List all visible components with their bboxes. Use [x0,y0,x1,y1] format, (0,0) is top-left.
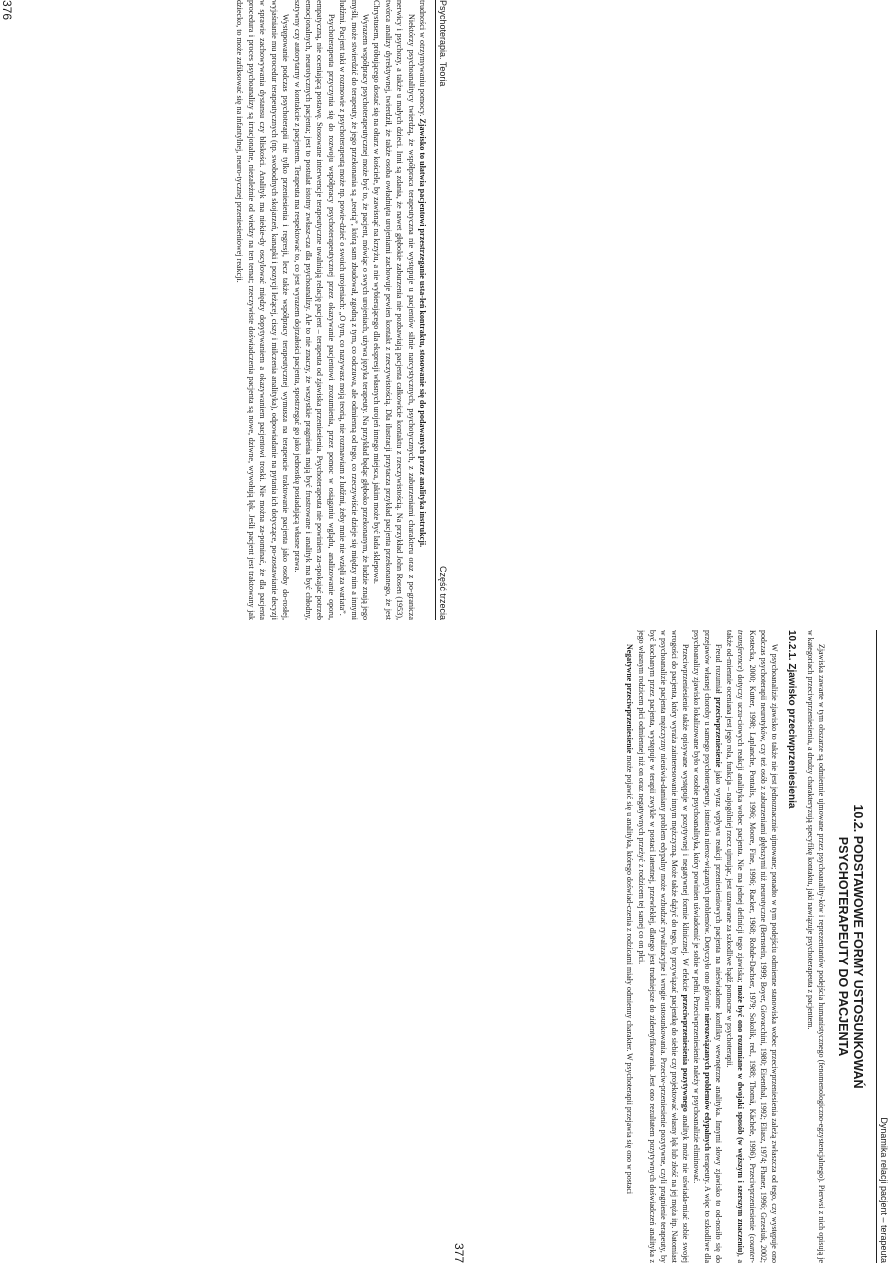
paragraph-5: Występowanie podczas psychoterapii nie tylko przeniesienia i regresji, lecz także współpracy terapeutycznej wymusza na terapeucie traktowanie pacjenta jako osoby do-rosłej, wyjaśnianie mu procedur terapeutycznych (np. swobodnych skojarzeń, kanapki i pozycji leżącej, ciszy i milczenia analityka), odpowiadanie na pytania ich dotyczące, po-zostawianie decyzji w sprawie zachowywania dystansu czy bliskości. Analityk ma niekie-dy oscylować między dopytywaniem a okazywaniem pacjentowi troski. Nie można za-pominać, że dla pacjenta procedura i proces psychoanalizy są irracjonalne, niezależnie od wiedzy na ten temat; rzeczywiste doświadczenia pacjenta są nowe, dziwne, wywołują lęk. Jeśli pacjent jest traktowany jak dziecko, to może zafiksować się na infantylnej, neuro-tycznej przeniesieniowej reakcji. [235,0,291,620]
header-part: Część trzecia [438,565,448,620]
running-header-right [876,630,893,1263]
chapter-title: 10.2. PODSTAWOWE FORMY USTOSUNKOWAŃ PSYCHOTERAPEUTY DO PACJENTA [836,804,865,1089]
paragraph-2: Niektórzy psychoanalitycy twierdzą, że współpraca terapeutyczna nie występuje u pacjentów silnie narcystycznych, psychotycznych, z zaburzeniami charakteru oraz z po-granicza nerwicy i psychozy, a także u małych dzieci. Inni są zdania, że nawet głębokie zaburzenia nie pozbawiają pacjenta całkowicie kontaktu z rzeczywistością. Na przykład John Rosen (1953), twórca analizy dyrektywnej, twierdził, że także osoba owładnięta urojeniami zachowuje pewien kontakt z rzeczywistością. Dla ilustracji przytacza przykład pacjenta przekonanego, że jest Chrystusem, próbującego dostać się na ołtarz w kościele, by zawisnąć na krzyżu, a nie wybierającego dla ekspresji własnych urojeń innego miejsca, jakim może być lada sklepowa. [372,0,416,620]
page-376-body [20,0,428,620]
page-377-body [472,630,869,1263]
intro-paragraph: Zjawiska zawarte w tym obszarze są odmiennie ujmowane przez psychoanality-ków i reprezentantów podejścia humanistycznego (fenomenologiczno-egzystencjalnego). Pierwsi z nich opisują je w kategoriach przeciwprzeniesienia, a drudzy charakteryzują specyfikę kontaktu, jaki nawiązuje psychoterapeuta z pacjentem. [805,630,826,1263]
section-paragraph-3: Przeciwprzeniesienie także opisywane występuje w pozytywnej i negatywnej formie klinicznej. W efekcie przeciwprzeniesienia pozytywnego analityk może nie uświada-miać sobie swojej wrogości do pacjenta, który wyraża zainteresowanie innym mężczyzną. Może także dążyć do tego, by przywiązać pacjentkę do siebie czy projektować własny lęk lub złość na jej męża itp. Natomiast w psychoanalizie pacjenta mężczyzny nieuświa-damiany problem edypalny może wzbudzać rywalizacyjne i wrogie ustosunkowania. Przeciw-przeniesienie pozytywne, czyli pragnienie terapeuty, by być kochanym przez pacjenta, występuje w terapii zwykle w postaci latentnej, przewlekłej, dlatego jest trudniejsze do zidentyfikowania. Jest ono rezultatem pozytywnych doświadczeń analityka z jego własnym rodzicem płci odmiennej niż on oraz negatywnych przeżyć z rodzicem tej samej co on płci. [636,630,690,1263]
page-376 [0,0,452,620]
section-title: 10.2.1. Zjawisko przeciwprzeniesienia [785,630,797,809]
paragraph-3: Wyrazem współpracy psychoterapeutycznej może być to, że pacjent, mówiąc o swych urojeniach, używa języka terapeuty. Na przykład będąc głęboko przekonanym, że ludzie znają jego myśli, może stwierdzić do terapeuty, że jego przekonania są „teorią”, którą sam zbudował, zgodną z tym, co odczuwa, ale odmienną od tego, co rzeczywiście dzieje się między nim a innymi ludźmi. Pacjent taki w rozmowie z psychoterapeutą może np. powie-dzieć o swoich urojeniach: „O tym, co nazywasz moją teorią, nie rozmawiam z ludźmi, żeby mnie nie wzięli za wariata”. [338,0,370,620]
section-paragraph-4: Negatywne przeciwprzeniesienie może pojawić się u analityka, którego doświad-czenia z rodzicami miały odmienny charakter. W psychoterapii przejawia się ono w postaci [625,644,635,1195]
running-header-left [435,0,452,620]
section-paragraph-2: Freud rozumiał przeciwprzeniesienie jako wyraz wpływu reakcji przeniesieniowych pacjenta na nieświadome konflikty wewnętrzne analityka. Innymi słowy zjawisko to od-nosiło się do przejawów własnej choroby u samego psychoterapeuty, istnienia nieroz-wiązanych problemów. Dotyczyło ono głównie nierozwiązanych problemów edypalnych terapeuty. A więc to szkodliwe dla psychoanalizy zjawisko lokalizowane było w osobie psychoanalityka, który powinien uświadomić je sobie w pełni. Przeciwprzeniesienie należy w psychoanalizie eliminować. [692,630,724,1263]
section-paragraph-1: W psychoanalizie zjawisko to także nie jest jednoznacznie ujmowane; ponadto w tym podejściu odmienne stanowiska wobec przeciwprzeniesienia zależą zwłaszcza od tego, czy występuje ono podczas psychoterapii neurotyków, czy też osób z zaburzeniami głębszymi niż neurotyczne (Bernstein, 1999; Boyer, Giovacchini, 1980; Eisenthal, 1992; Eliasz, 1974; Fhaner, 1996; Grzesiuk, 2002; Kostecka, 2000; Kutter, 1998; Laplanche, Pontalis, 1996; Moore, Fine, 1996; Racker, 1968; Rohde-Dachser, 1979; Sokolik, red., 1988; Thomä, Kächele, 1996). Przeciwprzeniesienie (counter-transference) dotyczy uczu-ciowych reakcji analityka wobec pacjenta. Nie ma jednej definicji tego zjawiska; może być ono rozumiane w dwojaki sposób (w węższym i szerszym znaczeniu), a także od-miennie oceniana jest jego rola, funkcja – najogólniej rzecz ujmując, jest uznawane za szkodliwe bądź pomocne w psychoterapii. [725,630,779,1263]
paragraph-1: trudności w otrzymywaniu pomocy. Zjawisko to ułatwia pacjentowi przestrzeganie usta-leń kontraktu, stosowanie się do podawanych przez analityka instrukcji. [418,0,427,548]
page-377 [452,630,893,1263]
header-chapter: Dynamika relacji pacjent – terapeuta [879,1117,889,1263]
page-number-377: 377 [452,1242,466,1263]
header-book-title: Psychoterapia. Teoria [438,0,448,87]
paragraph-4: Psychoterapeuta przyczynia się do rozwoju współpracy psychoterapeutycznej przez okazywanie pacjentowi zrozumienia, przez pomoc w osiąganiu wglądu, analizowanie oporu, empatyczną, nie oceniającą postawę. Stosowane interwencje terapeutyczne uwalniają relację pacjent – terapeuta od zjawiska przeniesienia. Psychoterapeuta nie powinien za-spokajać potrzeb emocjonalnych, neurotycznych pacjenta; jest to postulat istotny zwłasz-cza dla psychoanalizy. Ale to nie znaczy, że wszystkie pragnienia mają być frustrowane i analityk ma być chłodny, sztywny czy autorytarny w kontakcie z pacjentem. Terapeuta ma respektować to, co jest wyrazem dojrzałości pacjenta, spostrzegać go jako jednostkę posiadającą własne prawa. [292,0,336,620]
page-number-376: 376 [0,0,14,21]
